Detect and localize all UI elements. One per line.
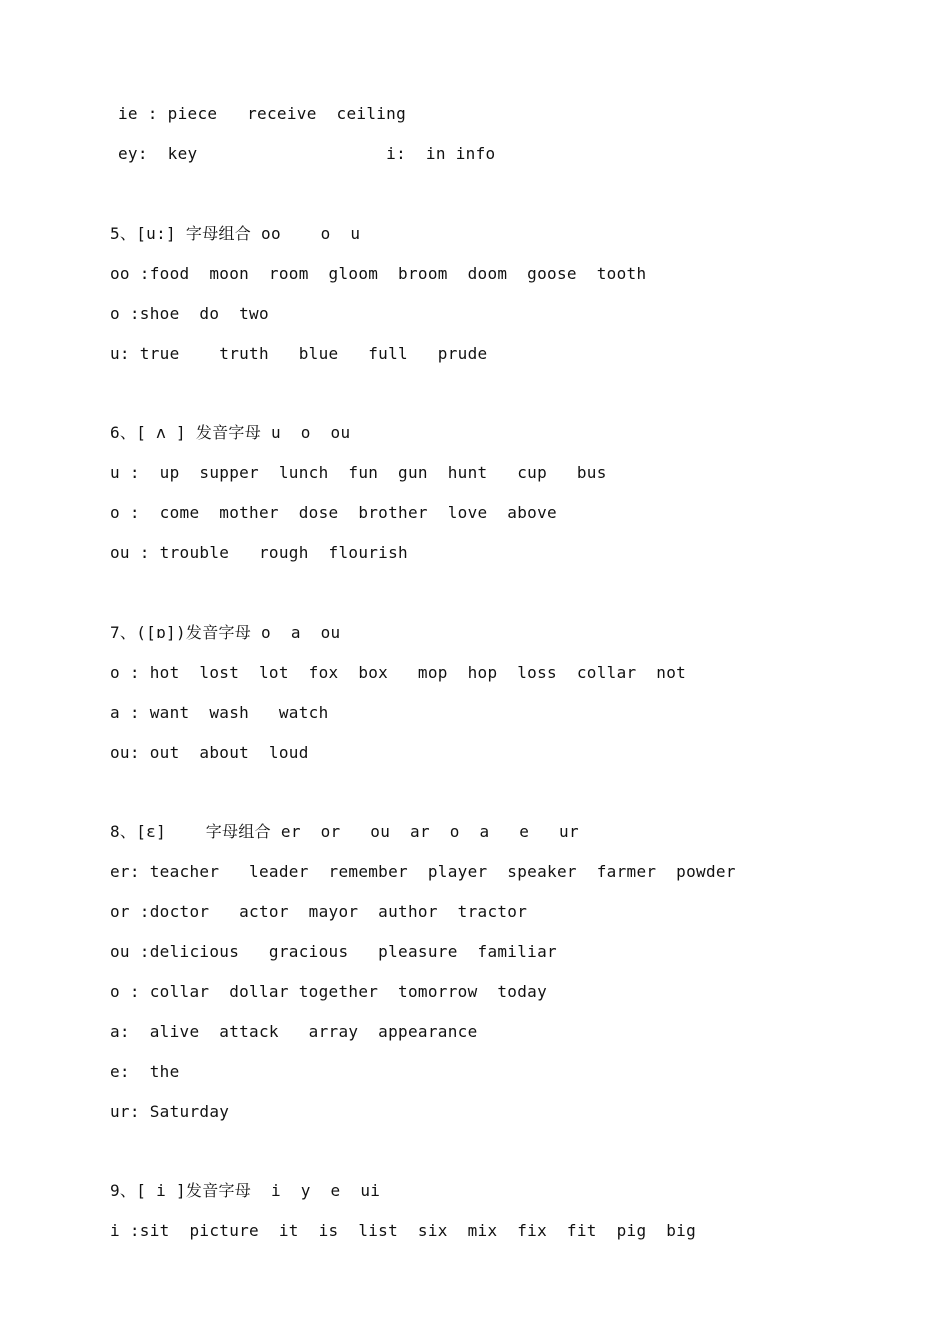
text-line: u: true truth blue full prude bbox=[110, 344, 488, 363]
text-line: o : come mother dose brother love above bbox=[110, 503, 557, 522]
text-line: o : hot lost lot fox box mop hop loss collar not bbox=[110, 663, 687, 682]
text-line: ey: key i: in info bbox=[118, 144, 496, 163]
text-line: ie : piece receive ceiling bbox=[118, 104, 407, 123]
text-line: o : collar dollar together tomorrow today bbox=[110, 982, 548, 1001]
text-line: ou : trouble rough flourish bbox=[110, 543, 408, 562]
text-line: or :doctor actor mayor author tractor bbox=[110, 902, 528, 921]
section-heading: 7、([ɒ])发音字母 o a ou bbox=[110, 623, 341, 642]
text-line: o :shoe do two bbox=[110, 304, 269, 323]
text-line: ur: Saturday bbox=[110, 1102, 230, 1121]
section-heading: 5、[u:] 字母组合 oo o u bbox=[110, 224, 361, 243]
text-line: u : up supper lunch fun gun hunt cup bus bbox=[110, 463, 607, 482]
text-line: e: the bbox=[110, 1062, 180, 1081]
section-heading: 9、[ i ]发音字母 i y e ui bbox=[110, 1181, 381, 1200]
text-line: er: teacher leader remember player speaker farmer powder bbox=[110, 862, 736, 881]
text-line: i :sit picture it is list six mix fix fit pig big bbox=[110, 1221, 697, 1240]
text-line: a: alive attack array appearance bbox=[110, 1022, 478, 1041]
text-line: oo :food moon room gloom broom doom goose tooth bbox=[110, 264, 647, 283]
section-heading: 8、[ɛ] 字母组合 er or ou ar o a e ur bbox=[110, 822, 579, 841]
text-line: a : want wash watch bbox=[110, 703, 329, 722]
section-heading: 6、[ ʌ ] 发音字母 u o ou bbox=[110, 423, 351, 442]
text-line: ou :delicious gracious pleasure familiar bbox=[110, 942, 557, 961]
text-line: ou: out about loud bbox=[110, 743, 309, 762]
